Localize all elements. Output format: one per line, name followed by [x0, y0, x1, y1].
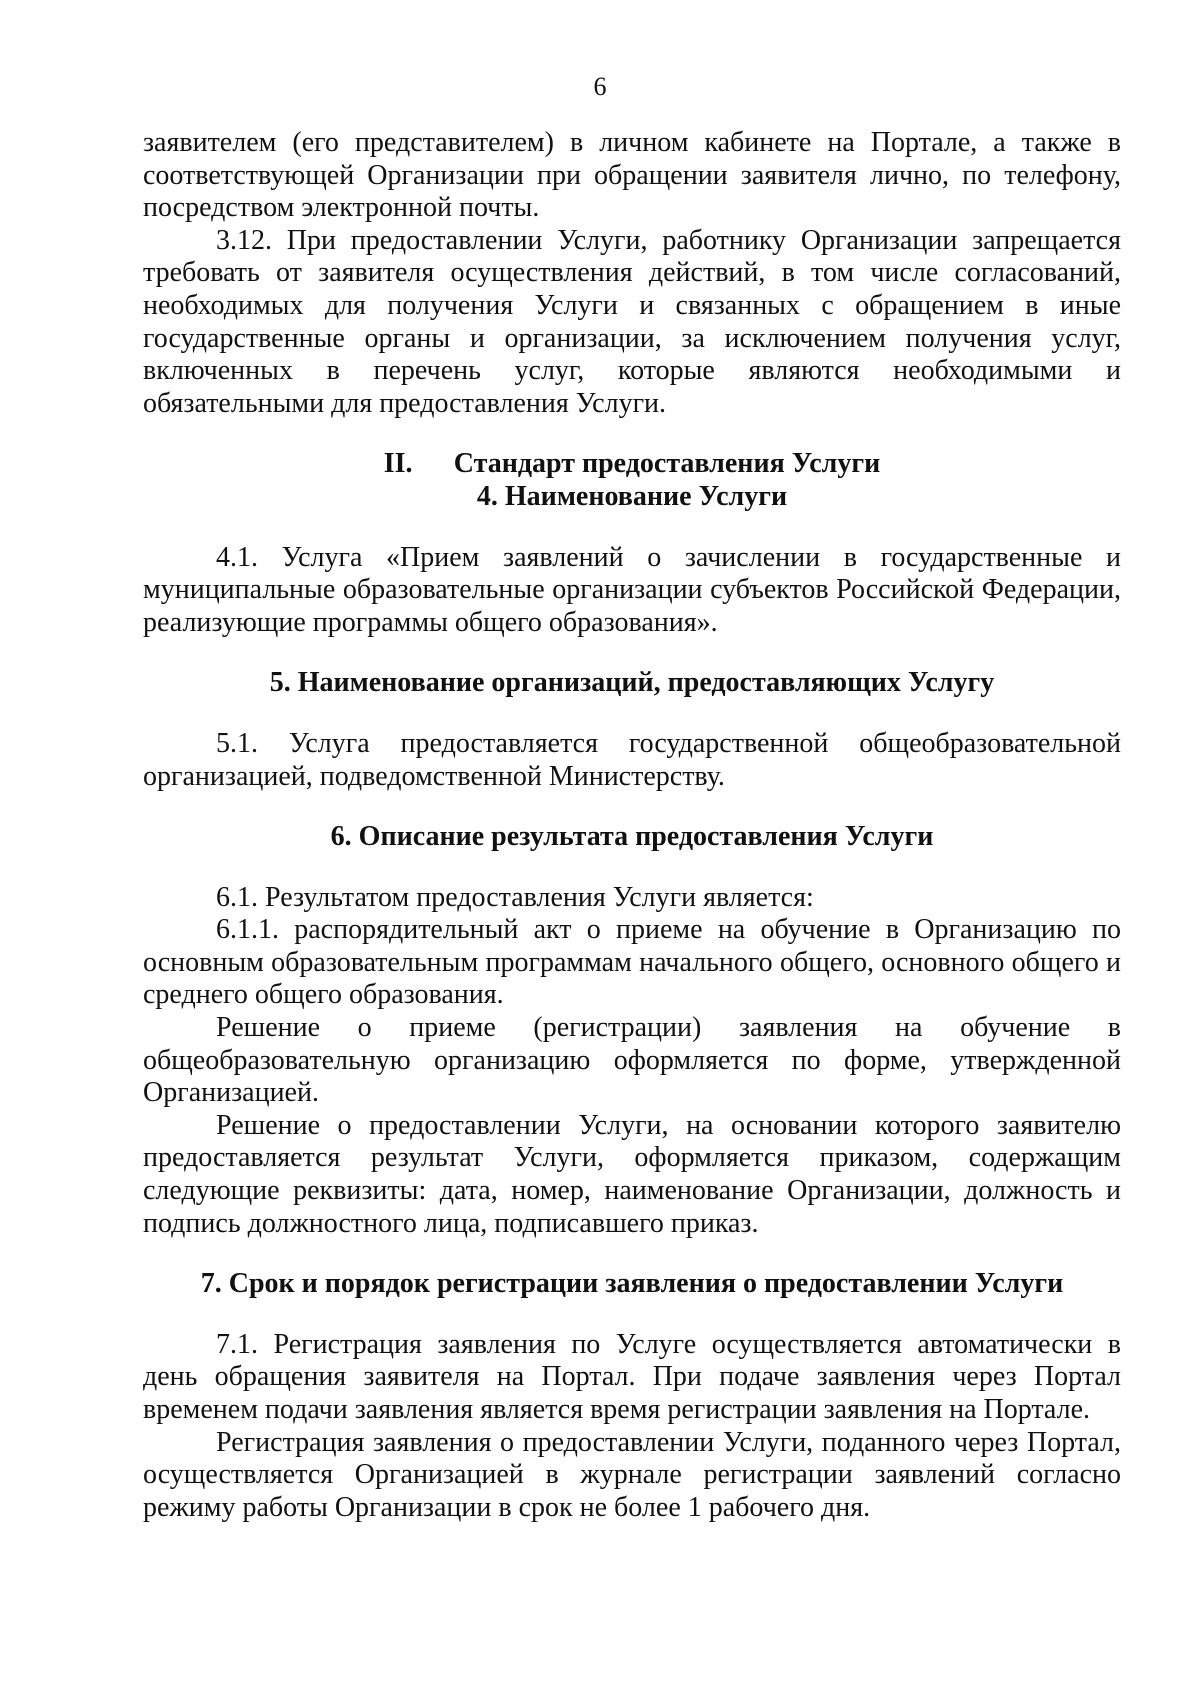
paragraph-decision-2: Решение о предоставлении Услуги, на основании которого заявителю предоставляется результат Услуги, оформляется приказом, содержащим следующие реквизиты: дата, номер, наименование Организации, должность и подпись должностного лица, подписавшего приказ. [143, 1109, 1121, 1239]
paragraph-5-1: 5.1. Услуга предоставляется государственной общеобразовательной организацией, подведомственной Министерству. [143, 727, 1121, 792]
heading-4: 4. Наименование Услуги [476, 480, 788, 512]
heading-7: 7. Срок и порядок регистрации заявления о предоставлении Услуги [200, 1268, 1064, 1300]
page-number: 6 [593, 72, 607, 101]
paragraph-decision-1: Решение о приеме (регистрации) заявления на обучение в общеобразовательную организацию оформляется по форме, утвержденной Организацией. [143, 1012, 1121, 1109]
paragraph-4-1: 4.1. Услуга «Прием заявлений о зачислении в государственные и муниципальные образовательные организации субъектов Российской Федерации, реализующие программы общего образования». [143, 541, 1121, 638]
heading-6: 6. Описание результата предоставления Услуги [330, 821, 934, 853]
section-heading-ii [143, 448, 1121, 481]
paragraph-3-12: 3.12. При предоставлении Услуги, работнику Организации запрещается требовать от заявителя осуществления действий, в том числе согласований, необходимых для получения Услуги и связанных с обращением в иные государственные органы и организации, за исключением получения услуг, включенных в перечень услуг, которые являются необходимыми и обязательными для предоставления Услуги. [143, 224, 1121, 419]
paragraph-6-1-1: 6.1.1. распорядительный акт о приеме на обучение в Организацию по основным образовательным программам начального общего, основного общего и среднего общего образования. [143, 914, 1121, 1011]
paragraph-continuation: заявителем (его представителем) в личном кабинете на Портале, а также в соответствующей Организации при обращении заявителя лично, по телефону, посредством электронной почты. [143, 127, 1121, 224]
document-body [143, 127, 1121, 1524]
section-title: Стандарт предоставления Услуги [453, 448, 881, 480]
section-number: II. [383, 448, 413, 480]
paragraph-6-1: 6.1. Результатом предоставления Услуги является: [216, 881, 814, 913]
paragraph-registration: Регистрация заявления о предоставлении Услуги, поданного через Портал, осуществляется Организацией в журнале регистрации заявлений согласно режиму работы Организации в срок не более 1 рабочего дня. [143, 1426, 1121, 1523]
paragraph-7-1: 7.1. Регистрация заявления по Услуге осуществляется автоматически в день обращения заявителя на Портал. При подаче заявления через Портал временем подачи заявления является время регистрации заявления на Портале. [143, 1328, 1121, 1425]
heading-5: 5. Наименование организаций, предоставляющих Услугу [269, 667, 995, 699]
